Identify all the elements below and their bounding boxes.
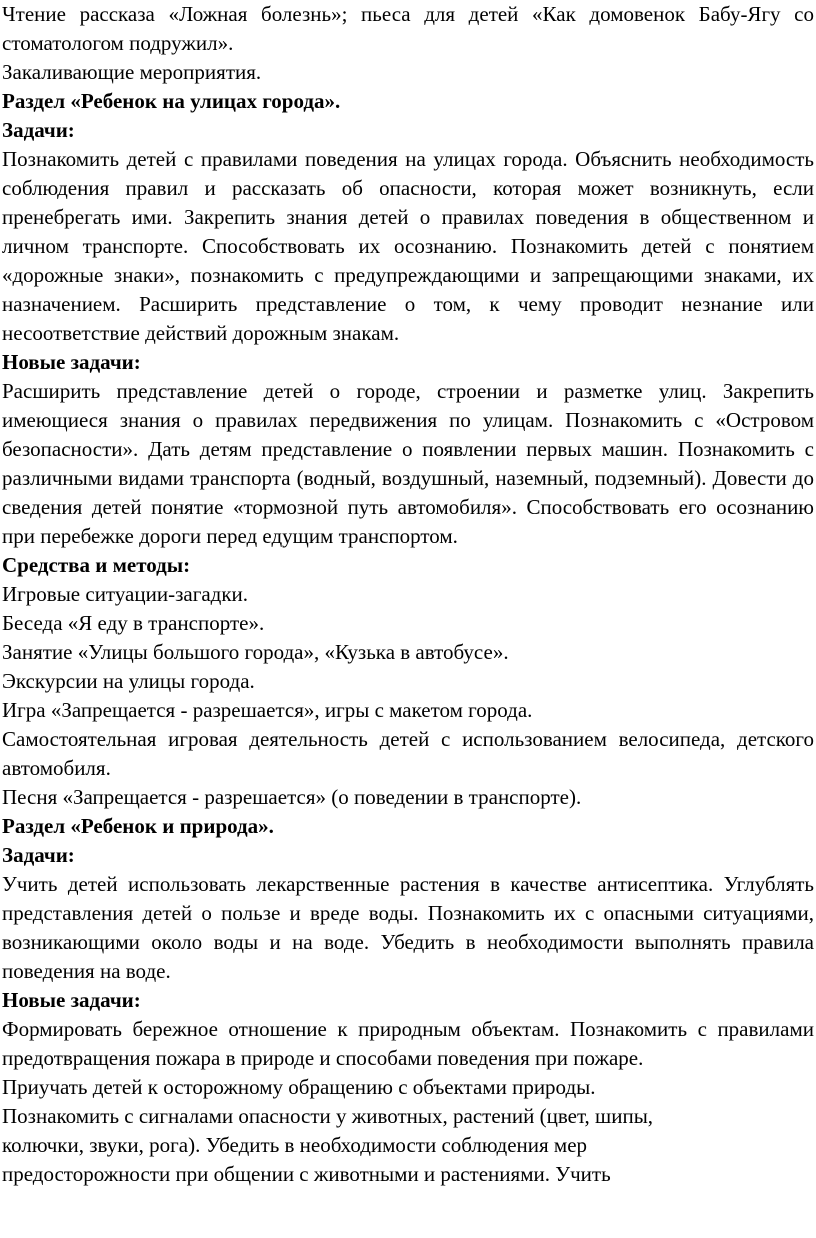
section-2-title: Раздел «Ребенок и природа». xyxy=(2,814,274,838)
section-1-tasks-text: Познакомить детей с правилами поведения на улицах города. Объяснить необходимость соблюдения правил и рассказать об опасности, которая может возникнуть, если пренебрегать ими. Закрепить знания детей о правилах поведения в общественном и личном транспорте. Способствовать их осознанию. Познакомить детей с понятием «дорожные знаки», познакомить с предупреждающими и запрещающими знаками, их назначением. Расширить представление о том, к чему проводит незнание или несоответствие действий дорожным знакам. xyxy=(2,147,814,345)
section-2-text-3-line: предосторожности при общении с животными и растениями. Учить xyxy=(2,1162,611,1186)
means-item: Песня «Запрещается - разрешается» (о поведении в транспорте). xyxy=(2,785,582,809)
section-2-text-3-line: колючки, звуки, рога). Убедить в необходимости соблюдения мер xyxy=(2,1133,588,1157)
intro-paragraph: Чтение рассказа «Ложная болезнь»; пьеса для детей «Как домовенок Бабу-Ягу со стоматологом подружил». xyxy=(2,2,814,55)
section-2-new-tasks-text: Формировать бережное отношение к природным объектам. Познакомить с правилами предотвращения пожара в природе и способами поведения при пожаре. xyxy=(2,1017,814,1070)
section-1-new-tasks-heading: Новые задачи: xyxy=(2,350,141,374)
section-2-tasks-text: Учить детей использовать лекарственные растения в качестве антисептика. Углублять представления детей о пользе и вреде воды. Познакомить их с опасными ситуациями, возникающими около воды и на воде. Убедить в необходимости выполнять правила поведения на воде. xyxy=(2,872,814,983)
section-1-tasks-heading: Задачи: xyxy=(2,118,75,142)
section-2-text-3-line: Познакомить с сигналами опасности у животных, растений (цвет, шипы, xyxy=(2,1104,654,1128)
means-item: Беседа «Я еду в транспорте». xyxy=(2,611,265,635)
section-1-title: Раздел «Ребенок на улицах города». xyxy=(2,89,341,113)
means-item: Игра «Запрещается - разрешается», игры с макетом города. xyxy=(2,698,533,722)
section-1-means-heading: Средства и методы: xyxy=(2,553,191,577)
section-2-new-tasks-heading: Новые задачи: xyxy=(2,988,141,1012)
means-item: Игровые ситуации-загадки. xyxy=(2,582,249,606)
means-item: Самостоятельная игровая деятельность детей с использованием велосипеда, детского автомобиля. xyxy=(2,727,814,780)
intro-line-hardening: Закаливающие мероприятия. xyxy=(2,60,262,84)
section-1-new-tasks-text: Расширить представление детей о городе, строении и разметке улиц. Закрепить имеющиеся знания о правилах передвижения по улицам. Познакомить с «Островом безопасности». Дать детям представление о появлении первых машин. Познакомить с различными видами транспорта (водный, воздушный, наземный, подземный). Довести до сведения детей понятие «тормозной путь автомобиля». Способствовать его осознанию при перебежке дороги перед едущим транспортом. xyxy=(2,379,814,548)
section-2-text-2: Приучать детей к осторожному обращению с объектами природы. xyxy=(2,1075,596,1099)
section-2-tasks-heading: Задачи: xyxy=(2,843,75,867)
means-item: Экскурсии на улицы города. xyxy=(2,669,255,693)
means-item: Занятие «Улицы большого города», «Кузька в автобусе». xyxy=(2,640,509,664)
